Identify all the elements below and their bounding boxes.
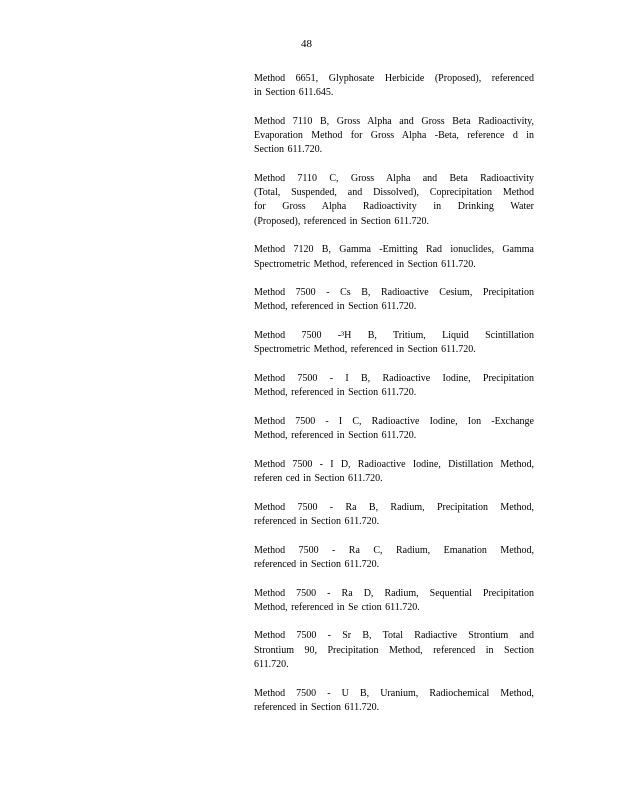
- entry-line: Method 7500 -³H B, Tritium, Liquid Scintillation: [254, 330, 534, 342]
- entry-line: Method, referenced in Se ction 611.720.: [254, 601, 420, 613]
- entry-line: Method, referenced in Section 611.720.: [254, 301, 417, 313]
- method-entry: [254, 243, 534, 271]
- method-entry: [254, 172, 534, 229]
- entry-line: referenced in Section 611.720.: [254, 515, 380, 527]
- entry-line: Method 7500 - I C, Radioactive Iodine, Ion -Exchange: [254, 415, 534, 427]
- entry-line: referenced in Section 611.720.: [254, 558, 380, 570]
- entry-line: Method 7500 - U B, Uranium, Radiochemical Method,: [254, 687, 534, 699]
- method-entry: [254, 629, 534, 672]
- entry-line: Method, referenced in Section 611.720.: [254, 430, 417, 442]
- entry-line: Method 7110 B, Gross Alpha and Gross Beta Radioactivity,: [254, 115, 534, 127]
- entry-line: Method 7500 - Ra D, Radium, Sequential Precipitation: [254, 587, 534, 599]
- method-entry: [254, 286, 534, 314]
- entry-line: for Gross Alpha Radioactivity in Drinking Water: [254, 201, 534, 213]
- method-entry: [254, 372, 534, 400]
- entry-line: Method, referenced in Section 611.720.: [254, 387, 417, 399]
- page-number: 48: [301, 38, 312, 50]
- entry-line: Method 7500 - Cs B, Radioactive Cesium, Precipitation: [254, 287, 534, 299]
- entry-line: Method 7500 - Ra B, Radium, Precipitation Method,: [254, 501, 534, 513]
- entry-line: (Proposed), referenced in Section 611.720.: [254, 215, 429, 227]
- entry-line: Method 7110 C, Gross Alpha and Beta Radioactivity: [254, 173, 534, 185]
- entry-line: in Section 611.645.: [254, 87, 334, 99]
- method-entry: [254, 544, 534, 572]
- entry-line: referen ced in Section 611.720.: [254, 473, 383, 485]
- method-entry: [254, 587, 534, 615]
- entry-line: Method 7500 - Sr B, Total Radiactive Strontium and: [254, 630, 534, 642]
- entry-line: Method 7500 - I B, Radioactive Iodine, Precipitation: [254, 373, 534, 385]
- entry-line: Evaporation Method for Gross Alpha -Beta, reference d in: [254, 130, 534, 142]
- entry-line: Strontium 90, Precipitation Method, referenced in Section: [254, 644, 534, 656]
- entry-line: Spectrometric Method, referenced in Section 611.720.: [254, 258, 476, 270]
- entry-line: Method 7120 B, Gamma -Emitting Rad ionuclides, Gamma: [254, 244, 534, 256]
- entry-line: Method 7500 - I D, Radioactive Iodine, Distillation Method,: [254, 458, 534, 470]
- entry-line: referenced in Section 611.720.: [254, 701, 380, 713]
- entry-line: 611.720.: [254, 658, 289, 670]
- method-entry: [254, 501, 534, 529]
- method-reference-list: [254, 72, 534, 730]
- method-entry: [254, 115, 534, 158]
- method-entry: [254, 329, 534, 357]
- method-entry: [254, 458, 534, 486]
- entry-line: Section 611.720.: [254, 144, 323, 156]
- entry-line: Method 6651, Glyphosate Herbicide (Proposed), referenced: [254, 73, 534, 84]
- entry-line: Method 7500 - Ra C, Radium, Emanation Method,: [254, 544, 534, 556]
- method-entry: [254, 72, 534, 100]
- method-entry: [254, 415, 534, 443]
- entry-line: (Total, Suspended, and Dissolved), Coprecipitation Method: [254, 187, 534, 199]
- entry-line: Spectrometric Method, referenced in Section 611.720.: [254, 344, 476, 356]
- method-entry: [254, 687, 534, 715]
